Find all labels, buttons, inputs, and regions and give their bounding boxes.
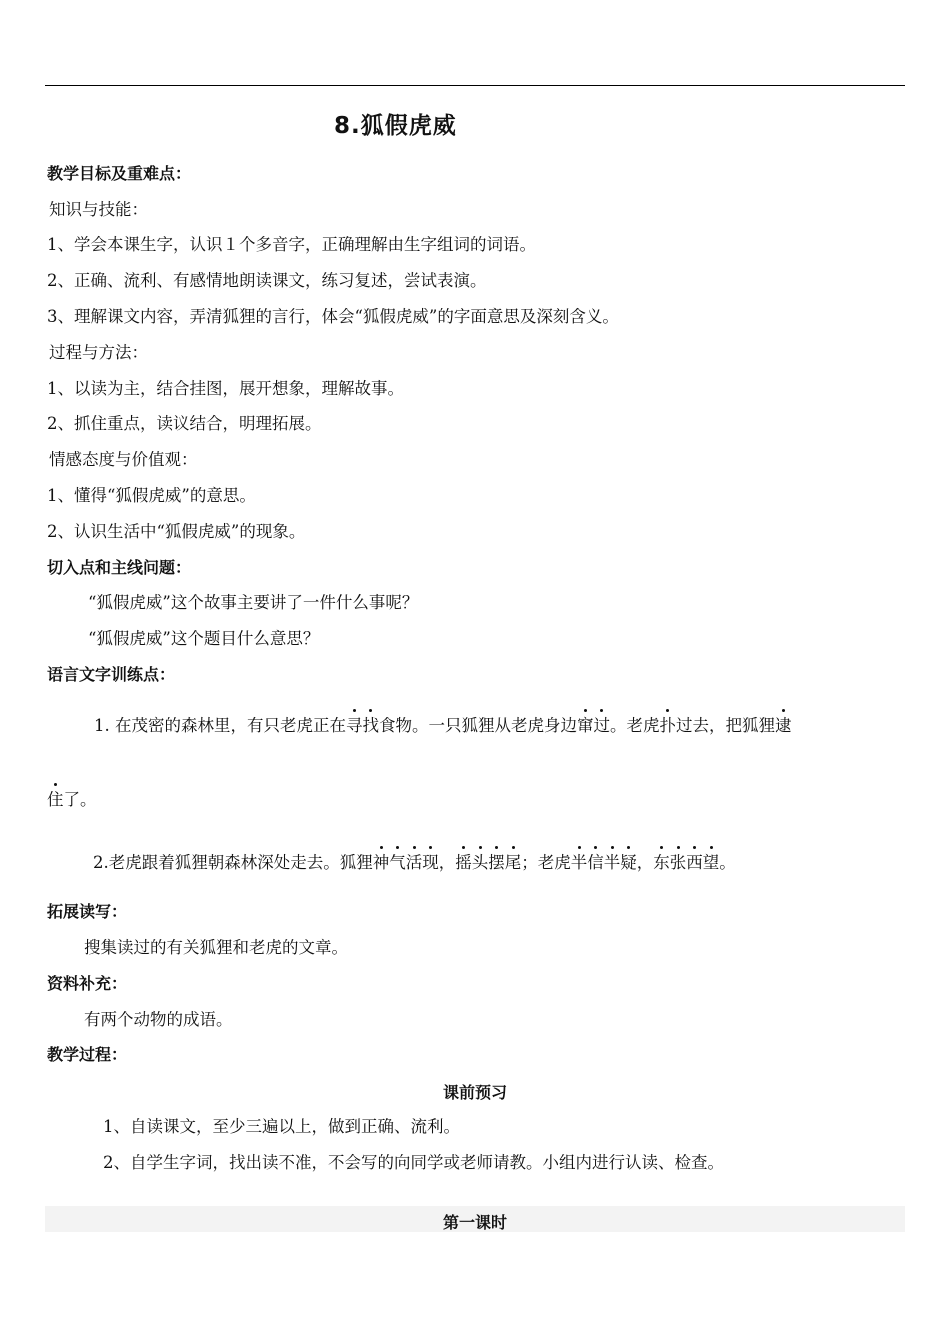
process-method-heading: 过程与方法： (49, 343, 148, 362)
preview-title: 课前预习 (442, 1083, 507, 1102)
knowledge-item-3: 3、理解课文内容，弄清狐狸的言行，体会“狐假虎威”的字面意思及深刻含义。 (47, 307, 619, 326)
extension-text: 搜集读过的有关狐狸和老虎的文章。 (84, 938, 348, 957)
process-item-2: 2、抓住重点，读议结合，明理拓展。 (47, 414, 322, 433)
entry-question-2: “狐假虎威”这个题目什么意思？ (88, 629, 320, 648)
first-lesson-bar (45, 1206, 905, 1232)
emotion-heading: 情感态度与价值观： (49, 450, 198, 469)
lesson-title: 8.狐假虎威 (334, 113, 457, 139)
objectives-heading: 教学目标及重难点： (47, 164, 192, 183)
extension-heading: 拓展读写： (47, 902, 128, 921)
first-lesson-title: 第一课时 (442, 1213, 507, 1232)
knowledge-item-1: 1、学会本课生字，认识１个多音字，正确理解由生字组词的词语。 (47, 235, 536, 254)
language-heading: 语言文字训练点： (47, 665, 176, 684)
teaching-process-heading: 教学过程： (47, 1045, 128, 1064)
entry-question-1: “狐假虎威”这个故事主要讲了一件什么事呢？ (88, 593, 419, 612)
supplement-text: 有两个动物的成语。 (84, 1010, 233, 1029)
process-item-1: 1、以读为主，结合挂图，展开想象，理解故事。 (47, 379, 404, 398)
preview-item-2: 2、自学生字词，找出读不准，不会写的向同学或老师请教。小组内进行认读、检查。 (103, 1153, 724, 1172)
knowledge-item-2: 2、正确、流利、有感情地朗读课文，练习复述，尝试表演。 (47, 271, 487, 290)
training-sentence-1-continued: 住了。 (47, 790, 97, 809)
emotion-item-2: 2、认识生活中“狐假虎威”的现象。 (47, 522, 306, 541)
preview-item-1: 1、自读课文，至少三遍以上，做到正确、流利。 (103, 1117, 460, 1136)
supplement-heading: 资料补充： (47, 974, 128, 993)
training-sentence-1: 1. 在茂密的森林里，有只老虎正在寻找食物。一只狐狸从老虎身边窜过。老虎扑过去，把狐狸逮 (94, 716, 792, 735)
header-rule (45, 85, 905, 86)
emotion-item-1: 1、懂得“狐假虎威”的意思。 (47, 486, 256, 505)
entry-heading: 切入点和主线问题： (47, 558, 192, 577)
knowledge-heading: 知识与技能： (49, 200, 148, 219)
training-sentence-2: 2.老虎跟着狐狸朝森林深处走去。狐狸神气活现，摇头摆尾；老虎半信半疑，东张西望。 (93, 853, 736, 872)
